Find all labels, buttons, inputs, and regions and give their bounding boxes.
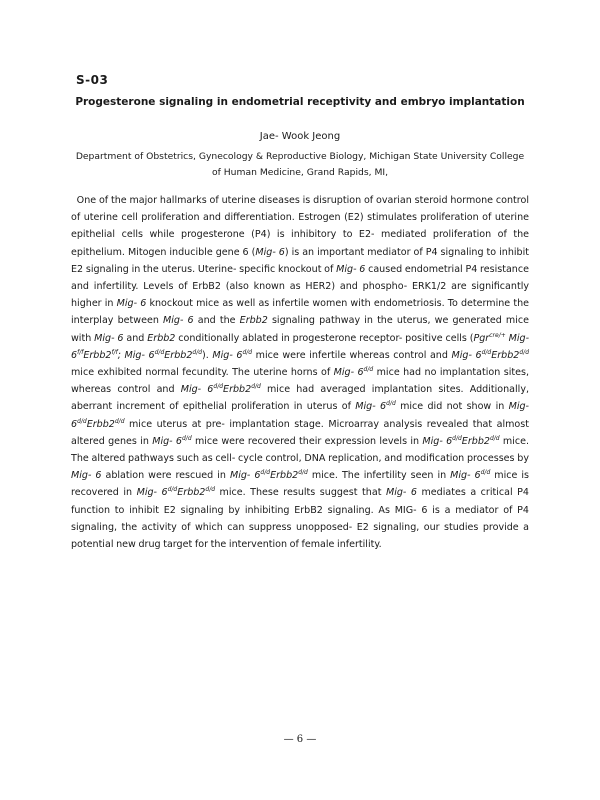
gene-symbol: Mig- 6 xyxy=(450,470,481,482)
gene-name xyxy=(230,470,308,481)
genotype-superscript: d/d xyxy=(481,348,492,356)
genotype-superscript: d/d xyxy=(242,348,253,356)
gene-symbol: Mig- 6 xyxy=(229,470,261,482)
abstract-text: mice. The infertility seen in xyxy=(307,470,451,482)
abstract-text: mice were recovered their expression levels in xyxy=(191,435,423,447)
gene-name: Mig- 6 xyxy=(255,246,285,258)
genotype-superscript: d/d xyxy=(363,366,374,374)
gene-name xyxy=(334,367,374,378)
gene-name xyxy=(137,487,215,498)
genotype-superscript: d/d xyxy=(192,348,203,356)
abstract-text: mice were infertile whereas control and xyxy=(252,349,452,361)
genotype-superscript: d/d xyxy=(260,469,271,477)
gene-name: Erbb2 xyxy=(239,315,268,327)
gene-symbol: Erbb2 xyxy=(177,487,206,499)
gene-name: Mig- 6 xyxy=(116,298,147,310)
abstract-text: mediates a critical P4 function to inhibit E2 signaling by inhibiting ErbB2 signaling. As MIG- 6 is a mediator of P4 signaling, the activity of which can suppress unopposed- E2 signaling, our studies provide a potential new drug target for the intervention of female infertility. xyxy=(71,487,530,551)
abstract-text: and the xyxy=(193,315,240,327)
abstract-text: ) is an important mediator of P4 signaling to inhibit E2 signaling in the uterus. Uterine- specific knockout of xyxy=(71,246,529,275)
abstract-text: mice. The altered pathways such as cell- cycle control, DNA replication, and modification processes by xyxy=(71,435,530,465)
genotype-superscript: f/f xyxy=(111,348,118,356)
abstract-text: mice exhibited normal fecundity. The uterine horns of xyxy=(71,367,334,379)
gene-symbol: Erbb2 xyxy=(461,435,490,447)
gene-symbol: Mig- 6 xyxy=(422,435,453,447)
gene-symbol: Mig- 6 xyxy=(451,349,482,361)
genotype-superscript: d/d xyxy=(452,434,462,442)
genotype-superscript: d/d xyxy=(167,486,178,494)
abstract-body xyxy=(71,192,529,553)
gene-name: Mig- 6 xyxy=(163,315,194,327)
genotype-superscript: d/d xyxy=(251,383,261,391)
abstract-text: conditionally ablated in progesterone receptor- positive cells ( xyxy=(175,332,474,344)
genotype-superscript: f/f xyxy=(77,348,84,356)
gene-symbol: ; xyxy=(117,349,125,361)
gene-symbol: Mig- 6 xyxy=(124,349,155,361)
genotype-superscript: d/d xyxy=(480,469,491,477)
gene-symbol: Mig- 6 xyxy=(180,384,214,396)
author-name: Jae- Wook Jeong xyxy=(259,131,341,142)
abstract-text: ). xyxy=(202,349,213,361)
abstract-text: signaling pathway in the uterus, we generated mice with xyxy=(71,315,529,344)
abstract-text: knockout mice as well as infertile women with endometriosis. To determine the interplay between xyxy=(71,298,529,327)
genotype-superscript: d/d xyxy=(298,469,308,477)
gene-name: Mig- 6 xyxy=(336,263,366,275)
genotype-superscript: d/d xyxy=(489,434,500,442)
gene-name xyxy=(152,436,191,447)
gene-name xyxy=(181,384,261,395)
gene-symbol: Erbb2 xyxy=(491,349,520,361)
genotype-superscript: d/d xyxy=(154,348,165,356)
abstract-text: mice had no implantation sites, whereas control and xyxy=(71,367,529,396)
genotype-superscript: d/d xyxy=(114,417,125,425)
abstract-text: ablation were rescued in xyxy=(101,470,230,482)
abstract-title: Progesterone signaling in endometrial receptivity and embryo implantation xyxy=(75,96,525,108)
gene-symbol: Mig- 6 xyxy=(212,349,243,361)
gene-name: Erbb2 xyxy=(147,332,176,344)
gene-symbol: Mig- 6 xyxy=(355,401,387,413)
gene-symbol: Mig- 6 xyxy=(152,435,182,447)
abstract-text: One of the major hallmarks of uterine diseases is disruption of ovarian steroid hormone control of uterine cell proliferation and differentiation. Estrogen (E2) stimulates proliferation of uterine epithelial cells while progesterone (P4) is inhibitory to E2- mediated proliferation of the epithelium. Mitogen inducible gene 6 ( xyxy=(71,195,529,258)
gene-symbol: Mig- 6 xyxy=(71,401,530,430)
gene-symbol: Erbb2 xyxy=(270,470,299,482)
gene-name: Mig- 6 xyxy=(94,332,124,344)
abstract-code: S-03 xyxy=(76,73,109,87)
abstract-text: mice is recovered in xyxy=(71,470,529,499)
gene-symbol: Mig- 6 xyxy=(71,332,530,361)
gene-symbol: Erbb2 xyxy=(164,349,193,361)
gene-symbol: Erbb2 xyxy=(223,384,252,396)
gene-name xyxy=(212,350,252,361)
genotype-superscript: cre/+ xyxy=(489,331,506,339)
gene-name xyxy=(355,401,395,412)
gene-symbol: Mig- 6 xyxy=(333,367,364,379)
genotype-superscript: d/d xyxy=(386,400,396,408)
gene-name xyxy=(450,470,490,481)
gene-name: Mig- 6 xyxy=(385,487,417,499)
genotype-superscript: d/d xyxy=(213,383,224,391)
abstract-text: and xyxy=(123,332,148,344)
author-affiliation xyxy=(60,149,540,181)
affiliation-line: Department of Obstetrics, Gynecology & Reproductive Biology, Michigan State University College xyxy=(75,151,525,162)
genotype-superscript: d/d xyxy=(182,434,192,442)
gene-name xyxy=(422,436,499,447)
gene-symbol: Mig- 6 xyxy=(136,487,168,499)
genotype-superscript: d/d xyxy=(77,417,87,425)
abstract-text: caused endometrial P4 resistance and infertility. Levels of ErbB2 (also known as HER2) and phospho- ERK1/2 are significantly higher in xyxy=(71,263,529,310)
gene-symbol: Pgr xyxy=(473,332,490,344)
genotype-superscript: d/d xyxy=(205,486,216,494)
gene-symbol: Erbb2 xyxy=(86,418,115,430)
gene-symbol: Erbb2 xyxy=(83,349,112,361)
affiliation-line: of Human Medicine, Grand Rapids, MI, xyxy=(211,167,389,178)
genotype-superscript: d/d xyxy=(519,348,530,356)
abstract-text: mice had averaged implantation sites. Additionally, aberrant increment of epithelial proliferation in uterus of xyxy=(71,384,530,413)
abstract-text: mice uterus at pre- implantation stage. Microarray analysis revealed that almost altered genes in xyxy=(71,418,529,447)
abstract-text: mice. These results suggest that xyxy=(215,487,386,499)
gene-name: Mig- 6 xyxy=(71,470,102,482)
gene-name xyxy=(452,350,530,361)
abstract-text: mice did not show in xyxy=(395,401,509,413)
page-number: — 6 — xyxy=(283,734,317,745)
